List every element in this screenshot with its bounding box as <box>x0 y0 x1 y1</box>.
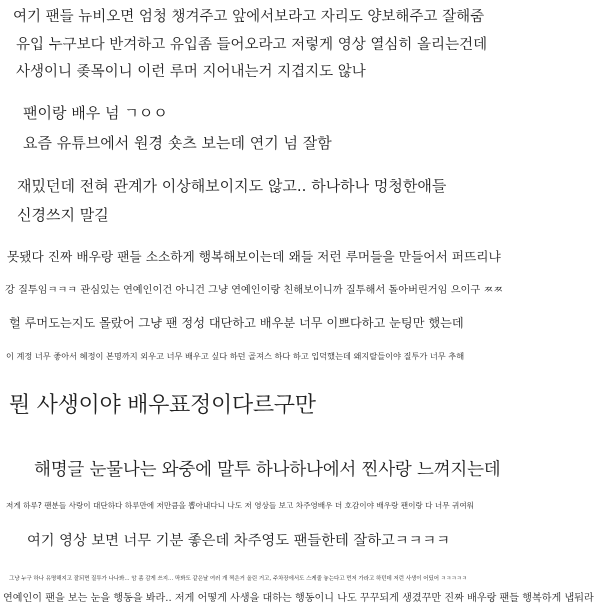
comment-10: 헐 루머도는지도 몰랐어 그냥 팬 정성 대단하고 배우분 너무 이쁘다하고 눈팅만 했는데 <box>9 316 464 330</box>
comment-8: 못됐다 진짜 배우랑 팬들 소소하게 행복해보이는데 왜들 저런 루머들을 만들어서 퍼뜨리냐 <box>7 249 501 264</box>
comment-17: 연예인이 팬을 보는 눈을 행동을 봐라.. 저게 어떻게 사생을 대하는 행동이니 나도 꾸꾸되게 생겼꾸만 진짜 배우랑 팬들 행복하게 냅둬라 <box>3 593 594 604</box>
comment-16: 그냥 누구 하나 유명해지고 잘되면 질투가 나나봐... 암 좀 감게 쓰지... 딱봐도 같은날 여러 개 찍은거 올린 거고, 주차장에서도 스케줄 놓는다고 먼저 가라고 하던데 저런 사생이 어딨어 ㅋㅋㅋㅋㅋ <box>9 576 467 582</box>
comment-1: 여기 팬들 뉴비오면 엄청 챙겨주고 앞에서보라고 자리도 양보해주고 잘해줌 <box>13 9 485 25</box>
comment-9: 강 질투임ㅋㅋㅋ 관심있는 연예인이건 아니건 그냥 연예인이랑 친해보이니까 질투해서 돌아버린거임 으이구 ㅉㅉ <box>5 285 504 296</box>
comment-14: 저게 하루? 팬분들 사랑이 대단하다 하루만에 저만큼을 뽑아내다니 나도 저 영상들 보고 차주영배우 더 호감이야 배우랑 팬이랑 다 너무 귀여워 <box>6 501 475 510</box>
comment-11: 이 계정 너무 좋아서 혜정이 본명까지 외우고 너무 배우고 싶다 하던 골져스 하다 하고 입덕했는데 왜지랄들이야 질투가 너무 추해 <box>6 351 465 361</box>
comment-4: 팬이랑 배우 넘 ㄱㅇㅇ <box>23 104 168 122</box>
comment-2: 유입 누구보다 반겨하고 유입좀 들어오라고 저렇게 영상 열심히 올리는건데 <box>16 37 488 53</box>
comment-15: 여기 영상 보면 너무 기분 좋은데 차주영도 팬들한테 잘하고ㅋㅋㅋㅋ <box>27 533 451 549</box>
comment-3: 사생이니 좆목이니 이런 루머 지어내는거 지겹지도 않나 <box>16 64 366 80</box>
comment-7: 신경쓰지 말길 <box>17 206 109 224</box>
comment-12: 뭔 사생이야 배우표정이다르구만 <box>9 393 316 418</box>
comment-13: 해명글 눈물나는 와중에 말투 하나하나에서 찐사랑 느껴지는데 <box>34 460 501 480</box>
comment-5: 요즘 유튜브에서 원경 숏츠 보는데 연기 넘 잘함 <box>23 134 332 152</box>
comment-6: 재밌던데 전혀 관계가 이상해보이지도 않고.. 하나하나 멍청한애들 <box>17 177 447 195</box>
